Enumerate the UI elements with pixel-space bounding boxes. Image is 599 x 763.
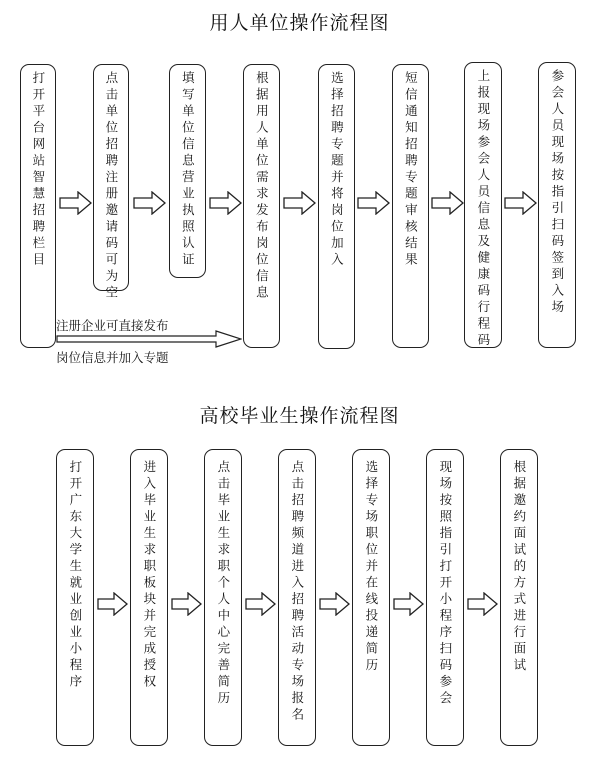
bypass-note-line-2: 岗位信息并加入专题: [56, 350, 169, 365]
employer-arrow-7: [504, 191, 537, 215]
employer-step-4-text: 根据用人单位需求发布岗位信息: [254, 71, 270, 302]
graduate-step-2-text: 进入毕业生求职板块并完成授权: [141, 460, 157, 691]
employer-step-7-text: 上报现场参会人员信息及健康码行程码: [475, 69, 491, 350]
employer-arrow-2: [133, 191, 166, 215]
graduate-step-5-text: 选择专场职位并在线投递简历: [363, 460, 379, 675]
employer-step-3-text: 填写单位信息营业执照认证: [180, 71, 196, 269]
graduate-step-4-text: 点击招聘频道进入招聘活动专场报名: [289, 460, 305, 724]
graduate-step-3: [204, 449, 242, 746]
graduate-arrow-4: [319, 592, 350, 616]
graduate-step-1-text: 打开广东大学生就业创业小程序: [67, 460, 83, 691]
graduate-step-1: [56, 449, 94, 746]
employer-arrow-1: [59, 191, 92, 215]
employer-step-1-text: 打开平台网站智慧招聘栏目: [30, 71, 46, 269]
employer-step-8: [538, 62, 576, 348]
bypass-arrow: [56, 330, 242, 348]
employer-flow-title: 用人单位操作流程图: [209, 12, 390, 34]
employer-step-2-text: 点击单位招聘注册邀请码可为空: [103, 71, 119, 302]
graduate-step-7: [500, 449, 538, 746]
graduate-step-6-text: 现场按照指引打开小程序扫码参会: [437, 460, 453, 708]
graduate-step-7-text: 根据邀约面试的方式进行面试: [511, 460, 527, 675]
graduate-step-3-text: 点击毕业生求职个人中心完善简历: [215, 460, 231, 708]
graduate-arrow-6: [467, 592, 498, 616]
employer-step-5-text: 选择招聘专题并将岗位加入: [329, 71, 345, 269]
employer-arrow-3: [209, 191, 242, 215]
employer-step-2: [93, 64, 129, 302]
graduate-arrow-3: [245, 592, 276, 616]
graduate-step-5: [352, 449, 390, 746]
employer-arrow-6: [431, 191, 464, 215]
bypass-note-line-1: 注册企业可直接发布: [56, 318, 169, 333]
employer-step-8-text: 参会人员现场按指引扫码签到入场: [549, 69, 565, 317]
employer-step-6: [392, 64, 429, 348]
graduate-arrow-1: [97, 592, 128, 616]
graduate-flow-title: 高校毕业生操作流程图: [199, 405, 400, 427]
employer-step-1: [20, 64, 56, 348]
graduate-step-2: [130, 449, 168, 746]
employer-step-7: [464, 62, 502, 348]
graduate-step-6: [426, 449, 464, 746]
employer-step-6-text: 短信通知招聘专题审核结果: [403, 71, 419, 269]
employer-arrow-5: [357, 191, 390, 215]
graduate-arrow-2: [171, 592, 202, 616]
employer-step-5: [318, 64, 355, 349]
employer-arrow-4: [283, 191, 316, 215]
graduate-arrow-5: [393, 592, 424, 616]
employer-step-3: [169, 64, 206, 278]
employer-step-4: [243, 64, 280, 348]
graduate-step-4: [278, 449, 316, 746]
